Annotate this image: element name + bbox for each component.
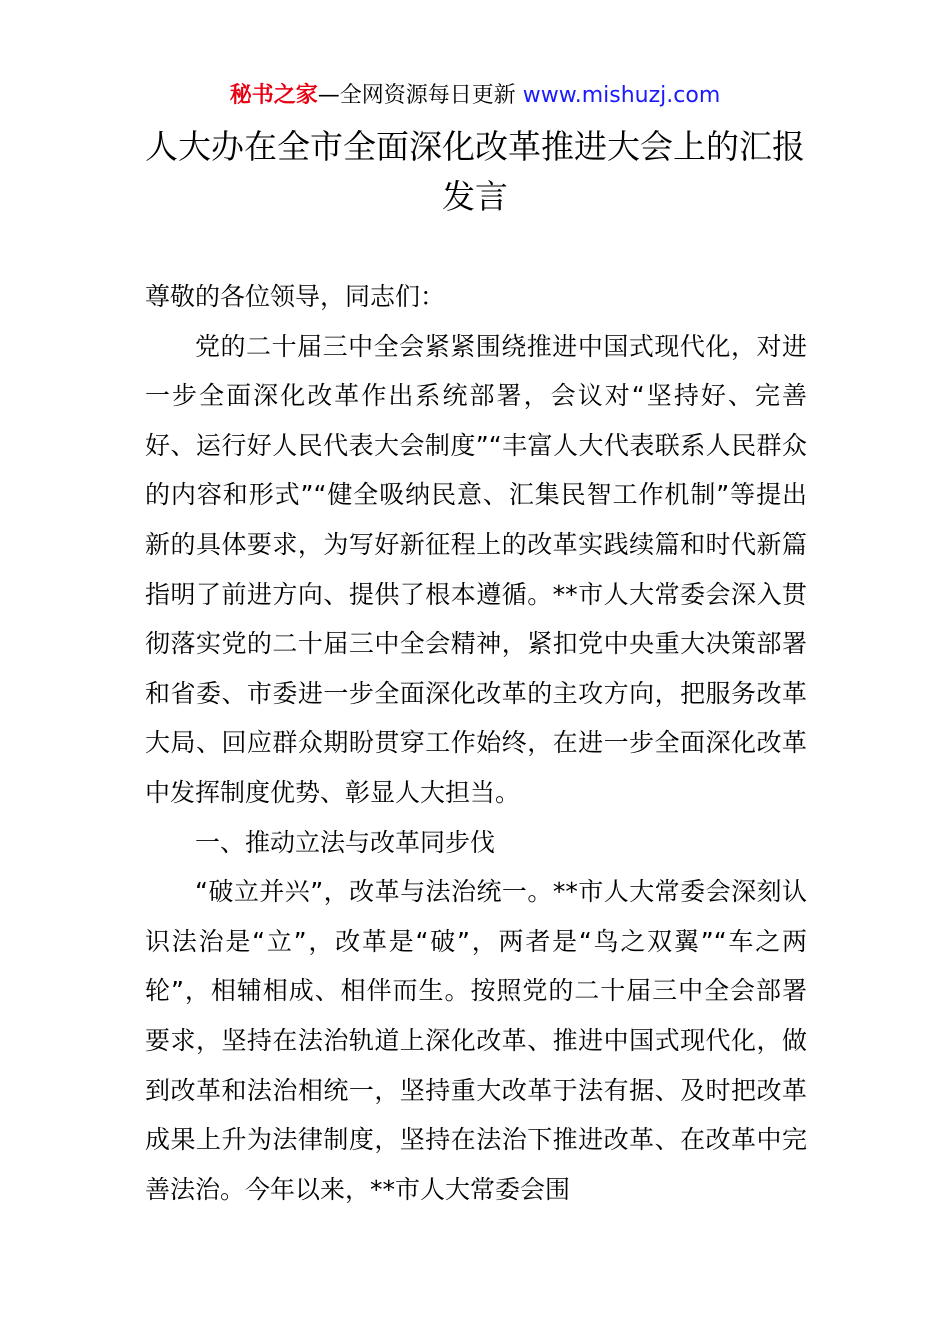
body-paragraph: “破立并兴”，改革与法治统一。**市人大常委会深刻认识法治是“立”，改革是“破”，两者是“鸟之双翼”“车之两轮”，相辅相成、相伴而生。按照党的二十届三中全会部署要求，坚持在法治轨道上深化改革、推进中国式现代化，做到改革和法治相统一，坚持重大改革于法有据、及时把改革成果上升为法律制度，坚持在法治下推进改革、在改革中完善法治。今年以来，**市人大常委会围 <box>145 877 807 1204</box>
site-header <box>0 80 950 112</box>
document-body <box>145 272 807 1214</box>
body-paragraph: 党的二十届三中全会紧紧围绕推进中国式现代化，对进一步全面深化改革作出系统部署，会议对“坚持好、完善好、运行好人民代表大会制度”“丰富人大代表联系人民群众的内容和形式”“健全吸纳民意、汇集民智工作机制”等提出新的具体要求，为写好新征程上的改革实践续篇和时代新篇指明了前进方向、提供了根本遵循。**市人大常委会深入贯彻落实党的二十届三中全会精神，紧扣党中央重大决策部署和省委、市委进一步全面深化改革的主攻方向，把服务改革大局、回应群众期盼贯穿工作始终，在进一步全面深化改革中发挥制度优势、彰显人大担当。 <box>145 331 807 807</box>
salutation: 尊敬的各位领导，同志们： <box>145 282 446 311</box>
header-tagline: —全网资源每日更新 <box>317 83 523 108</box>
brand-name: 秘书之家 <box>229 83 318 108</box>
document-title: 人大办在全市全面深化改革推进大会上的汇报发言 <box>145 127 805 216</box>
section-heading: 一、推动立法与改革同步伐 <box>195 827 496 857</box>
site-url-link[interactable]: www.mishuzj.com <box>522 83 721 108</box>
